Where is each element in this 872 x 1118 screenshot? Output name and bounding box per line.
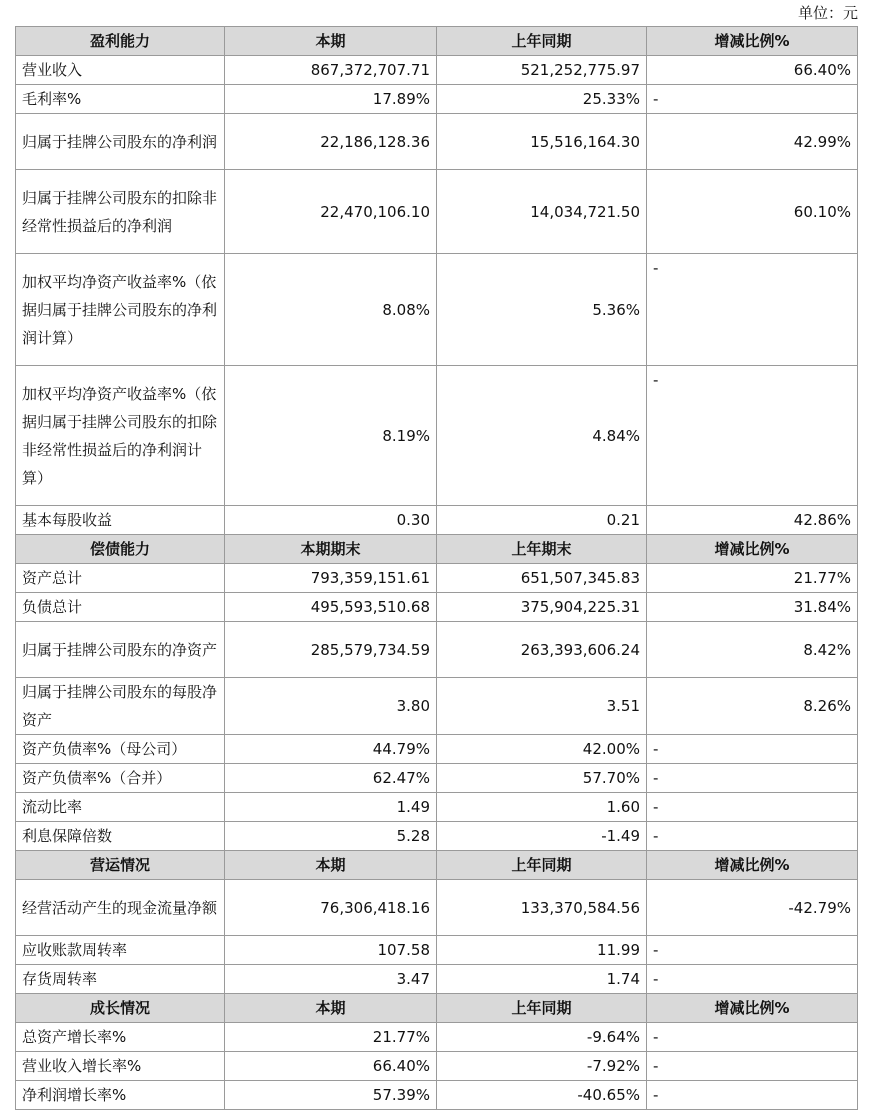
table-row xyxy=(16,735,858,764)
prior-period-header: 上年同期 xyxy=(437,994,647,1023)
current-value: 3.80 xyxy=(225,678,437,735)
row-label: 净利润增长率% xyxy=(16,1081,225,1110)
row-label: 利息保障倍数 xyxy=(16,822,225,851)
current-value: 0.30 xyxy=(225,506,437,535)
prior-value: 11.99 xyxy=(437,936,647,965)
table-row xyxy=(16,85,858,114)
table-row xyxy=(16,936,858,965)
row-label: 资产负债率%（合并） xyxy=(16,764,225,793)
change-value: - xyxy=(647,1023,858,1052)
table-row xyxy=(16,56,858,85)
change-value: - xyxy=(647,254,858,366)
row-label: 加权平均净资产收益率%（依据归属于挂牌公司股东的净利润计算） xyxy=(16,254,225,366)
change-value: 21.77% xyxy=(647,564,858,593)
row-label: 基本每股收益 xyxy=(16,506,225,535)
prior-value: 25.33% xyxy=(437,85,647,114)
current-value: 867,372,707.71 xyxy=(225,56,437,85)
table-row xyxy=(16,764,858,793)
prior-period-header: 上年同期 xyxy=(437,851,647,880)
current-value: 57.39% xyxy=(225,1081,437,1110)
row-label: 归属于挂牌公司股东的净资产 xyxy=(16,622,225,678)
current-value: 17.89% xyxy=(225,85,437,114)
current-value: 8.08% xyxy=(225,254,437,366)
row-label: 归属于挂牌公司股东的每股净资产 xyxy=(16,678,225,735)
current-value: 8.19% xyxy=(225,366,437,506)
change-value: -42.79% xyxy=(647,880,858,936)
current-value: 107.58 xyxy=(225,936,437,965)
current-period-header: 本期 xyxy=(225,27,437,56)
change-value: - xyxy=(647,85,858,114)
table-row xyxy=(16,793,858,822)
section-header-row xyxy=(16,851,858,880)
prior-value: 42.00% xyxy=(437,735,647,764)
row-label: 归属于挂牌公司股东的扣除非经常性损益后的净利润 xyxy=(16,170,225,254)
current-period-header: 本期 xyxy=(225,851,437,880)
table-row xyxy=(16,170,858,254)
current-value: 21.77% xyxy=(225,1023,437,1052)
prior-value: 1.74 xyxy=(437,965,647,994)
section-title: 盈利能力 xyxy=(16,27,225,56)
change-header: 增减比例% xyxy=(647,535,858,564)
change-value: 31.84% xyxy=(647,593,858,622)
current-value: 5.28 xyxy=(225,822,437,851)
section-title: 营运情况 xyxy=(16,851,225,880)
change-value: - xyxy=(647,1052,858,1081)
prior-value: 375,904,225.31 xyxy=(437,593,647,622)
table-row xyxy=(16,822,858,851)
current-value: 285,579,734.59 xyxy=(225,622,437,678)
table-row xyxy=(16,254,858,366)
row-label: 归属于挂牌公司股东的净利润 xyxy=(16,114,225,170)
section-title: 偿债能力 xyxy=(16,535,225,564)
prior-value: 521,252,775.97 xyxy=(437,56,647,85)
row-label: 营业收入 xyxy=(16,56,225,85)
prior-value: 0.21 xyxy=(437,506,647,535)
change-value: - xyxy=(647,1081,858,1110)
current-value: 22,470,106.10 xyxy=(225,170,437,254)
row-label: 资产负债率%（母公司） xyxy=(16,735,225,764)
section-title: 成长情况 xyxy=(16,994,225,1023)
row-label: 负债总计 xyxy=(16,593,225,622)
current-value: 3.47 xyxy=(225,965,437,994)
unit-label: 单位：元 xyxy=(797,4,858,22)
table-row xyxy=(16,593,858,622)
row-label: 资产总计 xyxy=(16,564,225,593)
change-value: - xyxy=(647,965,858,994)
change-value: - xyxy=(647,735,858,764)
row-label: 总资产增长率% xyxy=(16,1023,225,1052)
change-value: 8.42% xyxy=(647,622,858,678)
change-value: - xyxy=(647,936,858,965)
prior-value: 14,034,721.50 xyxy=(437,170,647,254)
table-row xyxy=(16,366,858,506)
prior-value: -1.49 xyxy=(437,822,647,851)
prior-value: 263,393,606.24 xyxy=(437,622,647,678)
financial-indicators-table xyxy=(15,26,858,1110)
prior-value: 133,370,584.56 xyxy=(437,880,647,936)
change-header: 增减比例% xyxy=(647,851,858,880)
change-value: 42.86% xyxy=(647,506,858,535)
row-label: 毛利率% xyxy=(16,85,225,114)
change-value: - xyxy=(647,366,858,506)
prior-value: 1.60 xyxy=(437,793,647,822)
prior-value: 15,516,164.30 xyxy=(437,114,647,170)
change-value: 66.40% xyxy=(647,56,858,85)
prior-value: 57.70% xyxy=(437,764,647,793)
change-value: 8.26% xyxy=(647,678,858,735)
current-period-header: 本期 xyxy=(225,994,437,1023)
current-value: 66.40% xyxy=(225,1052,437,1081)
section-header-row xyxy=(16,27,858,56)
prior-period-header: 上年同期 xyxy=(437,27,647,56)
row-label: 营业收入增长率% xyxy=(16,1052,225,1081)
current-value: 44.79% xyxy=(225,735,437,764)
prior-value: -9.64% xyxy=(437,1023,647,1052)
row-label: 加权平均净资产收益率%（依据归属于挂牌公司股东的扣除非经常性损益后的净利润计算） xyxy=(16,366,225,506)
change-value: 42.99% xyxy=(647,114,858,170)
section-header-row xyxy=(16,535,858,564)
prior-value: 4.84% xyxy=(437,366,647,506)
prior-value: 3.51 xyxy=(437,678,647,735)
table-row xyxy=(16,622,858,678)
section-header-row xyxy=(16,994,858,1023)
current-value: 793,359,151.61 xyxy=(225,564,437,593)
current-value: 22,186,128.36 xyxy=(225,114,437,170)
row-label: 经营活动产生的现金流量净额 xyxy=(16,880,225,936)
table-row xyxy=(16,114,858,170)
prior-value: -40.65% xyxy=(437,1081,647,1110)
table-row xyxy=(16,1081,858,1110)
change-value: 60.10% xyxy=(647,170,858,254)
change-value: - xyxy=(647,764,858,793)
table-row xyxy=(16,1052,858,1081)
change-value: - xyxy=(647,793,858,822)
table-row xyxy=(16,880,858,936)
current-period-header: 本期期末 xyxy=(225,535,437,564)
row-label: 流动比率 xyxy=(16,793,225,822)
change-header: 增减比例% xyxy=(647,27,858,56)
table-row xyxy=(16,965,858,994)
table-row xyxy=(16,564,858,593)
row-label: 存货周转率 xyxy=(16,965,225,994)
prior-value: 5.36% xyxy=(437,254,647,366)
prior-period-header: 上年期末 xyxy=(437,535,647,564)
prior-value: 651,507,345.83 xyxy=(437,564,647,593)
change-value: - xyxy=(647,822,858,851)
table-row xyxy=(16,1023,858,1052)
prior-value: -7.92% xyxy=(437,1052,647,1081)
current-value: 495,593,510.68 xyxy=(225,593,437,622)
current-value: 1.49 xyxy=(225,793,437,822)
current-value: 62.47% xyxy=(225,764,437,793)
current-value: 76,306,418.16 xyxy=(225,880,437,936)
row-label: 应收账款周转率 xyxy=(16,936,225,965)
table-row xyxy=(16,506,858,535)
change-header: 增减比例% xyxy=(647,994,858,1023)
table-row xyxy=(16,678,858,735)
